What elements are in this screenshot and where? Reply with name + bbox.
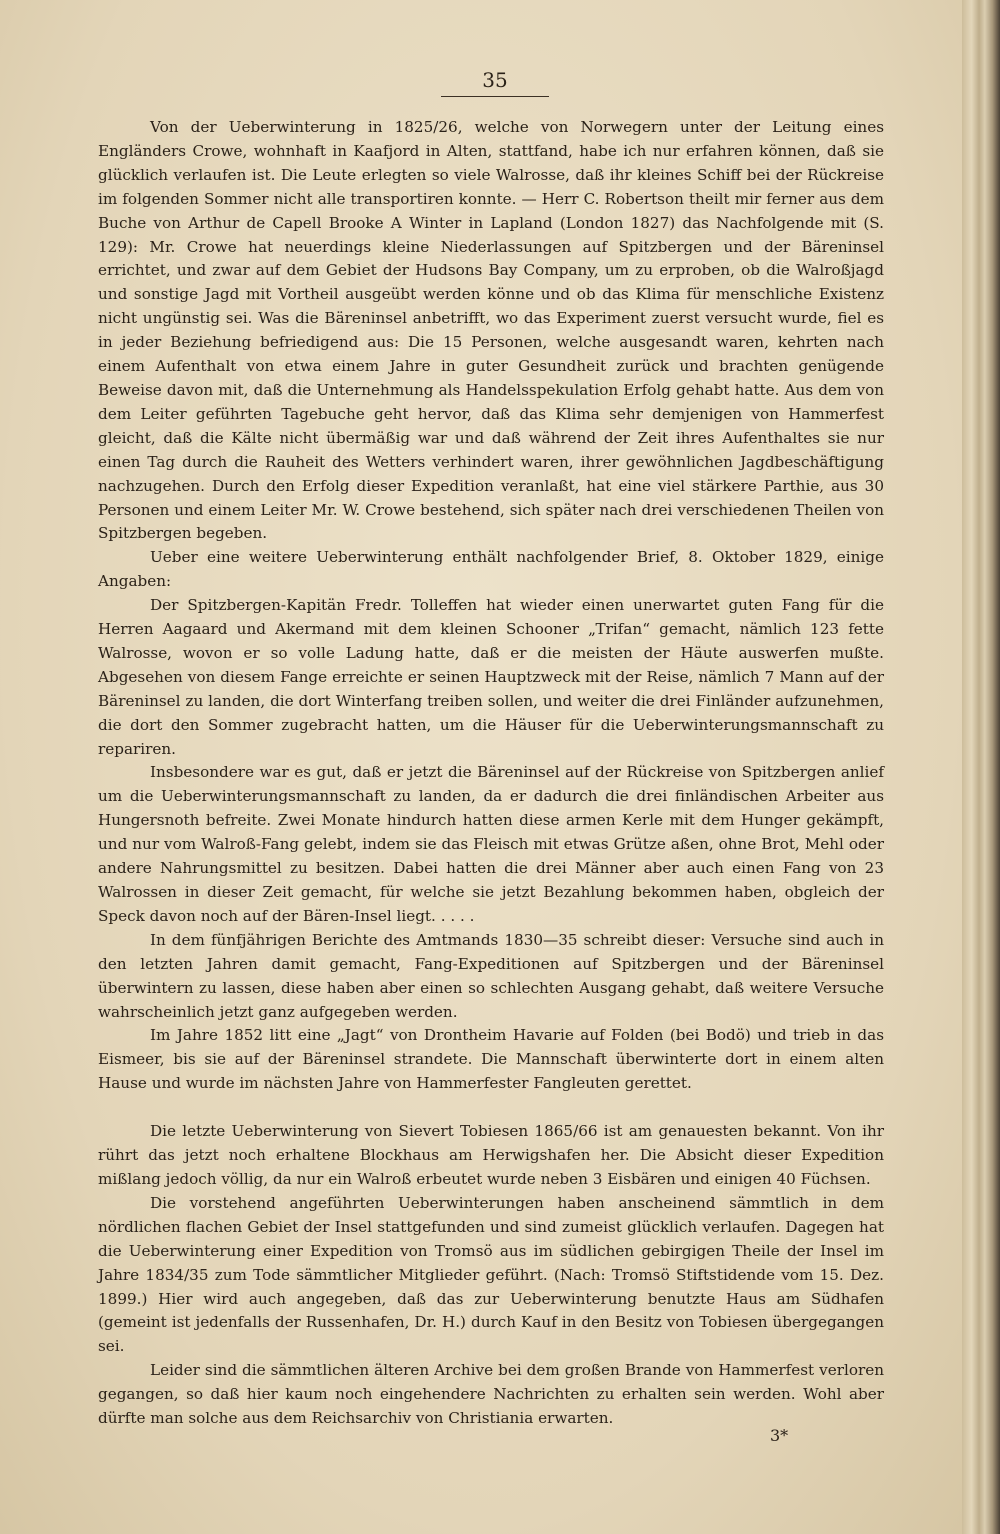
paragraph: Von der Ueberwinterung in 1825/26, welche von Norwegern unter der Leitung eines Engländers Crowe, wohnhaft in Kaafjord in Alten, stattfand, habe ich nur erfahren können, daß sie glücklich verlaufen ist. Die Leute erlegten so viele Walrosse, daß ihr kleines Schiff bei der Rückreise im folgenden Sommer nicht alle transportiren konnte. — Herr C. Robertson theilt mir ferner aus dem Buche von Arthur de Capell Brooke A Winter in Lapland (London 1827) das Nachfolgende mit (S. 129): Mr. Crowe hat neuerdings kleine Niederlassungen auf Spitzbergen und der Bäreninsel errichtet, und zwar auf dem Gebiet der Hudsons Bay Company, um zu erproben, ob die Walroßjagd und sonstige Jagd mit Vortheil ausgeübt werden könne und ob das Klima für menschliche Existenz nicht ungünstig sei. Was die Bäreninsel anbetrifft, wo das Experiment zuerst versucht wurde, fiel es in jeder Beziehung befriedigend aus: Die 15 Personen, welche ausgesandt waren, kehrten nach einem Aufenthalt von etwa einem Jahre in guter Gesundheit zurück und brachten genügende Beweise davon mit, daß die Unternehmung als Handelsspekulation Erfolg gehabt hatte. Aus dem von dem Leiter geführten Tagebuche geht hervor, daß das Klima sehr demjenigen von Hammerfest gleicht, daß die Kälte nicht übermäßig war und daß während der Zeit ihres Aufenthaltes sie nur einen Tag durch die Rauheit des Wetters verhindert waren, ihrer gewöhnlichen Jagdbeschäftigung nachzugehen. Durch den Erfolg dieser Expedition veranlaßt, hat eine viel stärkere Parthie, aus 30 Personen und einem Leiter Mr. W. Crowe bestehend, sich später nach drei verschiedenen Theilen von Spitzbergen begeben. [98, 118, 884, 543]
body-text [98, 116, 884, 1431]
paragraph: Insbesondere war es gut, daß er jetzt die Bäreninsel auf der Rückreise von Spitzbergen anlief um die Ueberwinterungsmannschaft zu landen, da er dadurch die drei finländischen Arbeiter aus Hungersnoth befreite. Zwei Monate hindurch hatten diese armen Kerle mit dem Hunger gekämpft, und nur vom Walroß-Fang gelebt, indem sie das Fleisch mit etwas Grütze aßen, ohne Brot, Mehl oder andere Nahrungsmittel zu besitzen. Dabei hatten die drei Männer aber auch einen Fang von 23 Walrossen in dieser Zeit gemacht, für welche sie jetzt Bezahlung bekommen haben, obgleich der Speck davon noch auf der Bären-Insel liegt. . . . . [98, 763, 884, 925]
header-rule [441, 96, 549, 97]
paragraph: Der Spitzbergen-Kapitän Fredr. Tolleffen hat wieder einen unerwartet guten Fang für die Herren Aagaard und Akermand mit dem kleinen Schooner „Trifan“ gemacht, nämlich 123 fette Walrosse, wovon er so volle Ladung hatte, daß er die meisten der Häute auswerfen mußte. Abgesehen von diesem Fange erreichte er seinen Hauptzweck mit der Reise, nämlich 7 Mann auf der Bäreninsel zu landen, die dort Winterfang treiben sollen, und weiter die drei Finländer aufzunehmen, die dort den Sommer zugebracht hatten, um die Häuser für die Ueberwinterungsmannschaft zu repariren. [98, 596, 884, 758]
paragraph: Leider sind die sämmtlichen älteren Archive bei dem großen Brande von Hammerfest verloren gegangen, so daß hier kaum noch eingehendere Nachrichten zu erhalten sein werden. Wohl aber dürfte man solche aus dem Reichsarchiv von Christiania erwarten. [98, 1361, 884, 1428]
paragraph: Die vorstehend angeführten Ueberwinterungen haben anscheinend sämmtlich in dem nördlichen flachen Gebiet der Insel stattgefunden und sind zumeist glücklich verlaufen. Dagegen hat die Ueberwinterung einer Expedition von Tromsö aus im südlichen gebirgigen Theile der Insel im Jahre 1834/35 zum Tode sämmtlicher Mitglieder geführt. (Nach: Tromsö Stiftstidende vom 15. Dez. 1899.) Hier wird auch angegeben, daß das zur Ueberwinterung benutzte Haus am Südhafen (gemeint ist jedenfalls der Russenhafen, Dr. H.) durch Kauf in den Besitz von Tobiesen übergegangen sei. [98, 1193, 884, 1356]
paragraph: In dem fünfjährigen Berichte des Amtmands 1830—35 schreibt dieser: Versuche sind auch in den letzten Jahren damit gemacht, Fang-Expeditionen auf Spitzbergen und der Bäreninsel überwintern zu lassen, diese haben aber einen so schlechten Ausgang gehabt, daß weitere Versuche wahrscheinlich jetzt ganz aufgegeben werden. [98, 930, 884, 1021]
paragraph: Die letzte Ueberwinterung von Sievert Tobiesen 1865/66 ist am genauesten bekannt. Von ihr rührt das jetzt noch erhaltene Blockhaus am Herwigshafen her. Die Absicht dieser Expedition mißlang jedoch völlig, da nur ein Walroß erbeutet wurde neben 3 Eisbären und einigen 40 Füchsen. [98, 1122, 884, 1188]
paragraph: Im Jahre 1852 litt eine „Jagt“ von Drontheim Havarie auf Folden (bei Bodö) und trieb in das Eismeer, bis sie auf der Bäreninsel strandete. Die Mannschaft überwinterte dort in einem alten Hause und wurde im nächsten Jahre von Hammerfester Fangleuten gerettet. [98, 1026, 884, 1093]
signature-mark: 3* [770, 1426, 789, 1445]
paragraph: Ueber eine weitere Ueberwinterung enthält nachfolgender Brief, 8. Oktober 1829, einige Angaben: [98, 548, 884, 591]
page-number: 35 [482, 68, 508, 92]
book-edge [962, 0, 1000, 1534]
